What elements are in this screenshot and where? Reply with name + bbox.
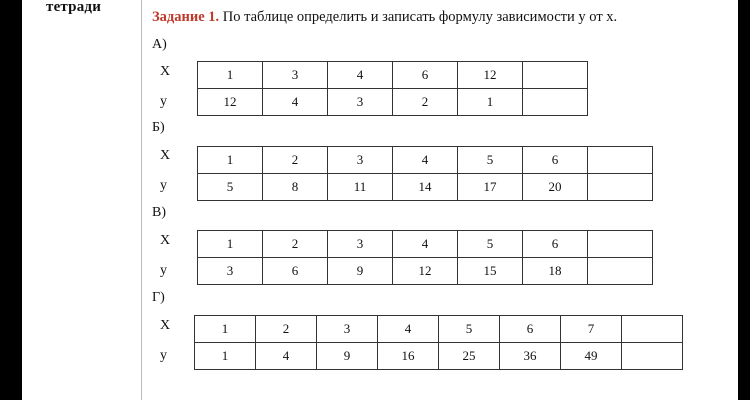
column-divider [141,0,142,400]
cell-x: 1 [195,316,256,343]
cell-y: 20 [523,174,588,201]
cell-y: 3 [328,89,393,116]
cell-y [588,258,653,285]
cell-x: 1 [198,62,263,89]
y-row-label: у [160,348,167,363]
cell-y: 6 [263,258,328,285]
cell-y: 2 [393,89,458,116]
cell-x: 5 [458,231,523,258]
cell-y: 4 [263,89,328,116]
cell-y: 4 [256,343,317,370]
cell-x: 7 [561,316,622,343]
cell-x [523,62,588,89]
cell-x: 6 [500,316,561,343]
cell-y: 14 [393,174,458,201]
y-row [198,89,588,116]
cell-x: 4 [393,231,458,258]
cell-x: 5 [439,316,500,343]
cell-y [622,343,683,370]
cell-y: 36 [500,343,561,370]
cell-y [523,89,588,116]
cell-y [588,174,653,201]
cell-x [622,316,683,343]
cell-x: 6 [523,147,588,174]
task-title [152,9,617,26]
x-row [198,231,653,258]
cell-y: 12 [393,258,458,285]
cell-x: 1 [198,147,263,174]
cell-x: 12 [458,62,523,89]
table-section-b [197,146,653,201]
cell-x [588,147,653,174]
y-row [198,258,653,285]
y-row-label: у [160,94,167,109]
cell-x: 3 [263,62,328,89]
task-text: По таблице определить и записать формулу зависимости у от х. [219,9,618,25]
y-row-label: у [160,178,167,193]
y-row-label: у [160,263,167,278]
cell-y: 12 [198,89,263,116]
cell-y: 16 [378,343,439,370]
cell-x: 6 [523,231,588,258]
cell-y: 9 [317,343,378,370]
cell-x: 4 [328,62,393,89]
cell-x: 2 [256,316,317,343]
cell-y: 49 [561,343,622,370]
cell-y: 9 [328,258,393,285]
cell-y: 18 [523,258,588,285]
cell-y: 8 [263,174,328,201]
section-label-b: Б) [152,120,165,135]
x-row-label: Х [160,148,171,163]
x-row [195,316,683,343]
cell-x: 3 [328,147,393,174]
y-row [198,174,653,201]
x-row [198,147,653,174]
section-label-a: А) [152,37,167,52]
task-number: Задание 1. [152,9,220,25]
cell-x: 4 [393,147,458,174]
cell-y: 11 [328,174,393,201]
section-label-g: Г) [152,290,165,305]
cell-y: 1 [458,89,523,116]
cell-y: 3 [198,258,263,285]
cell-y: 15 [458,258,523,285]
cell-x: 6 [393,62,458,89]
x-row [198,62,588,89]
cell-x: 5 [458,147,523,174]
cell-x: 3 [317,316,378,343]
x-row-label: Х [160,64,171,79]
y-row [195,343,683,370]
side-column-label: тетради [46,0,102,15]
section-label-v: В) [152,205,166,220]
x-row-label: Х [160,233,171,248]
cell-x: 4 [378,316,439,343]
cell-y: 17 [458,174,523,201]
cell-x: 3 [328,231,393,258]
cell-y: 25 [439,343,500,370]
cell-x: 1 [198,231,263,258]
table-section-a [197,61,588,116]
x-row-label: Х [160,318,171,333]
cell-y: 1 [195,343,256,370]
cell-x: 2 [263,147,328,174]
cell-y: 5 [198,174,263,201]
cell-x [588,231,653,258]
cell-x: 2 [263,231,328,258]
table-section-v [197,230,653,285]
table-section-g [194,315,683,370]
